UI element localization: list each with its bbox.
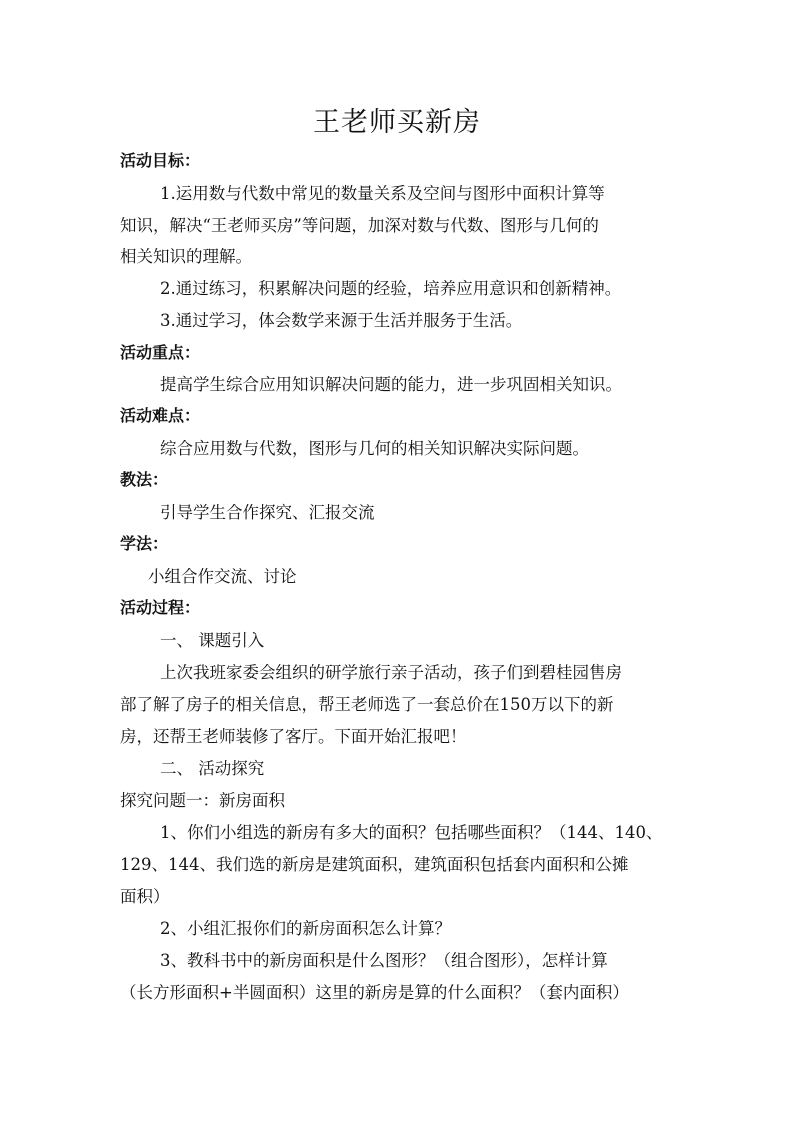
question-3-line-1: 3、教科书中的新房面积是什么图形？（组合图形），怎样计算 [160, 951, 608, 970]
section-heading-process: 活动过程： [120, 598, 201, 617]
intro-paragraph-line-3: 房，还帮王老师装修了客厅。下面开始汇报吧！ [120, 727, 467, 746]
question-1-line-3: 面积） [120, 887, 170, 906]
document-title: 王老师买新房 [313, 107, 481, 138]
section-heading-goals: 活动目标： [120, 151, 201, 170]
section-heading-difficulties: 活动难点： [120, 406, 201, 425]
goal-1-line-1: 1.运用数与代数中常见的数量关系及空间与图形中面积计算等 [160, 184, 605, 203]
goal-3: 3.通过学习，体会数学来源于生活并服务于生活。 [160, 311, 523, 330]
process-part-2-heading: 二、 活动探究 [160, 759, 265, 778]
goal-2: 2.通过练习，积累解决问题的经验，培养应用意识和创新精神。 [160, 279, 622, 298]
question-1-line-1: 1、你们小组选的新房有多大的面积？包括哪些面积？（144、140、 [160, 823, 663, 842]
difficulties-text: 综合应用数与代数，图形与几何的相关知识解决实际问题。 [160, 439, 589, 458]
question-2: 2、小组汇报你们的新房面积怎么计算？ [160, 919, 451, 938]
section-heading-teaching-method: 教法： [120, 470, 169, 489]
process-part-1-heading: 一、 课题引入 [160, 631, 265, 650]
question-1-line-2: 129、144、我们选的新房是建筑面积，建筑面积包括套内面积和公摊 [120, 855, 629, 874]
intro-paragraph-line-2: 部了解了房子的相关信息，帮王老师选了一套总价在150万以下的新 [120, 695, 614, 714]
question-3-line-2: （长方形面积+半圆面积）这里的新房是算的什么面积？（套内面积） [120, 983, 629, 1002]
key-points-text: 提高学生综合应用知识解决问题的能力，进一步巩固相关知识。 [160, 375, 622, 394]
learning-method-text: 小组合作交流、讨论 [148, 567, 297, 586]
goal-1-line-2: 知识，解决“王老师买房”等问题，加深对数与代数、图形与几何的 [120, 216, 599, 235]
section-heading-key-points: 活动重点： [120, 343, 201, 362]
goal-1-line-3: 相关知识的理解。 [120, 247, 252, 266]
teaching-method-text: 引导学生合作探究、汇报交流 [160, 503, 375, 522]
intro-paragraph-line-1: 上次我班家委会组织的研学旅行亲子活动，孩子们到碧桂园售房 [160, 663, 622, 682]
inquiry-question-1-heading: 探究问题一：新房面积 [120, 791, 285, 810]
section-heading-learning-method: 学法： [120, 534, 169, 553]
